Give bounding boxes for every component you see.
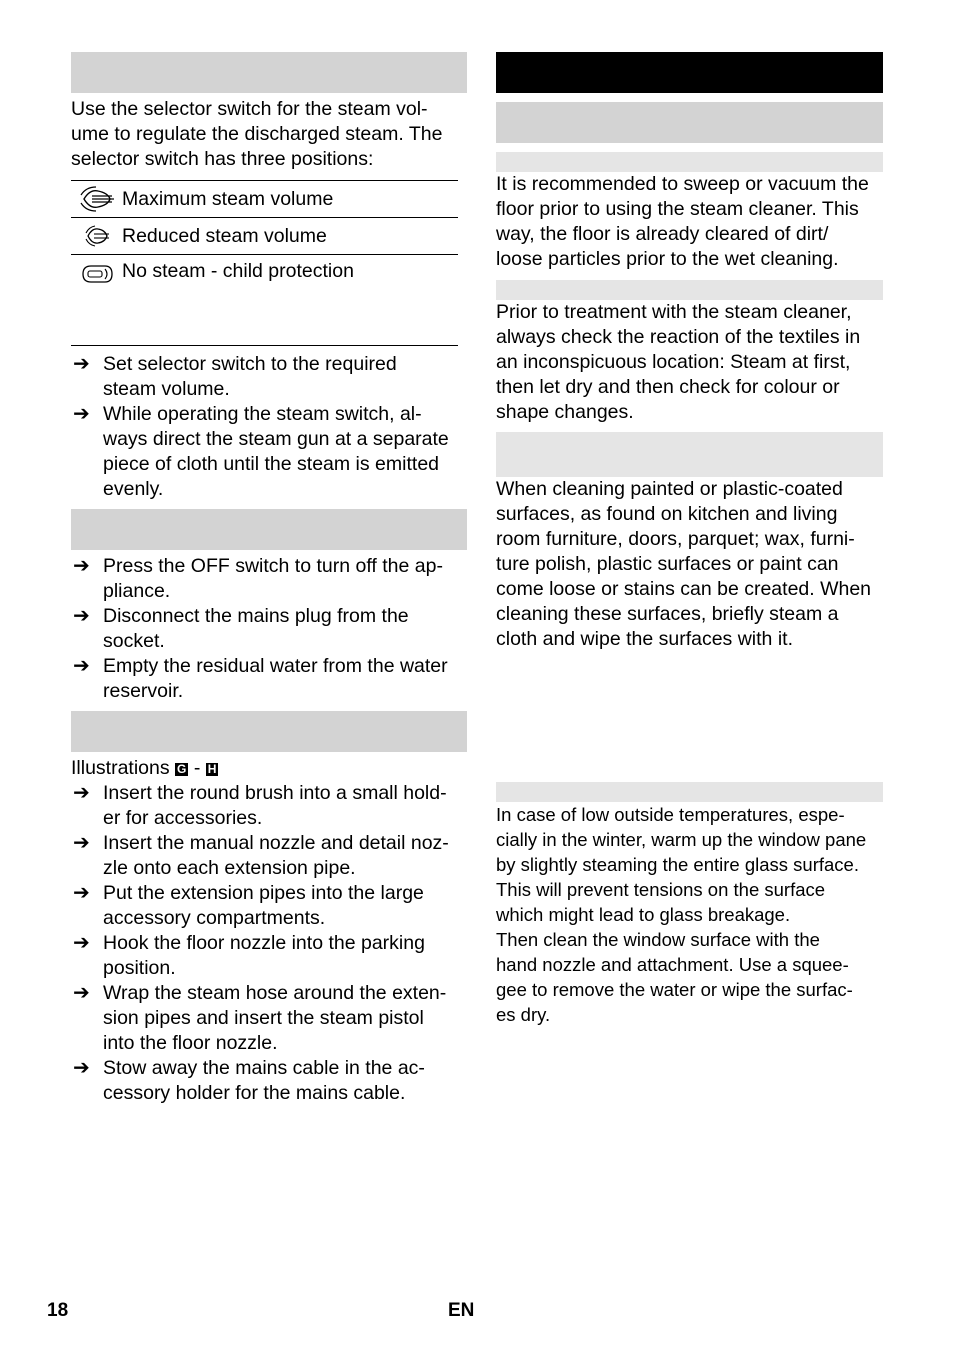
selector-positions-table: [71, 180, 458, 299]
list-item: ➔ Wrap the steam hose around the exten- sion pipes and insert the steam pistol into the floor nozzle.: [73, 982, 447, 1054]
textiles-paragraph: Prior to treatment with the steam cleaner, always check the reaction of the textiles in an inconspicuous location: Steam at first, then let dry and then check for colour or shape changes.: [496, 301, 861, 423]
steam-volume-intro: Use the selector switch for the steam vol- ume to regulate the discharged steam. The selector switch has three positions:: [71, 98, 443, 170]
position-row-no-steam: No steam - child protection: [71, 255, 458, 299]
arrow-right-icon: ➔: [73, 982, 90, 1004]
list-item: ➔ Stow away the mains cable in the ac- cessory holder for the mains cable.: [73, 1057, 425, 1104]
list-item: ➔ Insert the round brush into a small hold- er for accessories.: [73, 782, 447, 829]
turn-off-steps-list: [71, 554, 467, 704]
list-item: ➔ Set selector switch to the required steam volume.: [73, 353, 397, 400]
position-row-reduced: Reduced steam volume: [71, 218, 458, 255]
arrow-right-icon: ➔: [73, 403, 90, 425]
right-column: [496, 52, 896, 1027]
arrow-right-icon: ➔: [73, 882, 90, 904]
subsection-bar-floor: [496, 152, 883, 172]
arrow-right-icon: ➔: [73, 782, 90, 804]
subsection-bar-surfaces: [496, 432, 883, 477]
glass-paragraph: In case of low outside temperatures, espe- cially in the winter, warm up the window pane by slightly steaming the entire glass surface. This will prevent tensions on the surface which might lead to glass breakage. Then clean the window surface with the hand nozzle and attachment. Use a squee- gee to remove the water or wipe the surfac- es dry.: [496, 804, 867, 1025]
illustrations-reference: Illustrations G - H: [71, 757, 217, 779]
steam-steps-list: [71, 352, 467, 502]
section-divider: [71, 345, 458, 346]
section-header-bar-storage: [71, 711, 467, 752]
language-code: EN: [448, 1300, 475, 1321]
list-item: ➔ Put the extension pipes into the large accessory compartments.: [73, 882, 424, 929]
page-number: 18: [47, 1300, 69, 1321]
chapter-header-bar: [496, 52, 883, 93]
arrow-right-icon: ➔: [73, 832, 90, 854]
illustration-h-label: H: [207, 762, 217, 776]
arrow-right-icon: ➔: [73, 605, 90, 627]
subsection-bar-textiles: [496, 280, 883, 300]
list-item: ➔ Insert the manual nozzle and detail noz- zle onto each extension pipe.: [73, 832, 449, 879]
section-header-bar-steam-volume: [71, 52, 467, 93]
arrow-right-icon: ➔: [73, 555, 90, 577]
surfaces-paragraph: When cleaning painted or plastic-coated surfaces, as found on kitchen and living room furniture, doors, parquet; wax, furni- ture polish, plastic surfaces or paint can come loose or stains can be created. When cleaning these surfaces, briefly steam a cloth and wipe the surfaces with it.: [496, 478, 872, 650]
list-item: ➔ Empty the residual water from the water reservoir.: [73, 655, 448, 702]
left-column: [71, 52, 467, 1106]
arrow-right-icon: ➔: [73, 353, 90, 375]
illustration-g-label: G: [177, 762, 187, 776]
list-item: ➔ Hook the floor nozzle into the parking position.: [73, 932, 425, 979]
position-row-max: Maximum steam volume: [71, 181, 458, 218]
subsection-bar-glass: [496, 782, 883, 802]
max-steam-icon: [71, 185, 122, 213]
no-steam-child-lock-icon: [71, 259, 122, 285]
section-header-bar-usage: [496, 102, 883, 143]
storage-steps-list: [71, 781, 467, 1106]
reduced-steam-icon: [71, 224, 122, 248]
list-item: ➔ While operating the steam switch, al- ways direct the steam gun at a separate piece of cloth until the steam is emitted evenly.: [73, 403, 449, 500]
arrow-right-icon: ➔: [73, 1057, 90, 1079]
list-item: ➔ Disconnect the mains plug from the socket.: [73, 605, 409, 652]
list-item: ➔ Press the OFF switch to turn off the ap- pliance.: [73, 555, 443, 602]
section-header-bar-turn-off: [71, 509, 467, 550]
floor-paragraph: It is recommended to sweep or vacuum the floor prior to using the steam cleaner. This way, the floor is already cleared of dirt/ loose particles prior to the wet cleaning.: [496, 173, 869, 270]
arrow-right-icon: ➔: [73, 932, 90, 954]
arrow-right-icon: ➔: [73, 655, 90, 677]
